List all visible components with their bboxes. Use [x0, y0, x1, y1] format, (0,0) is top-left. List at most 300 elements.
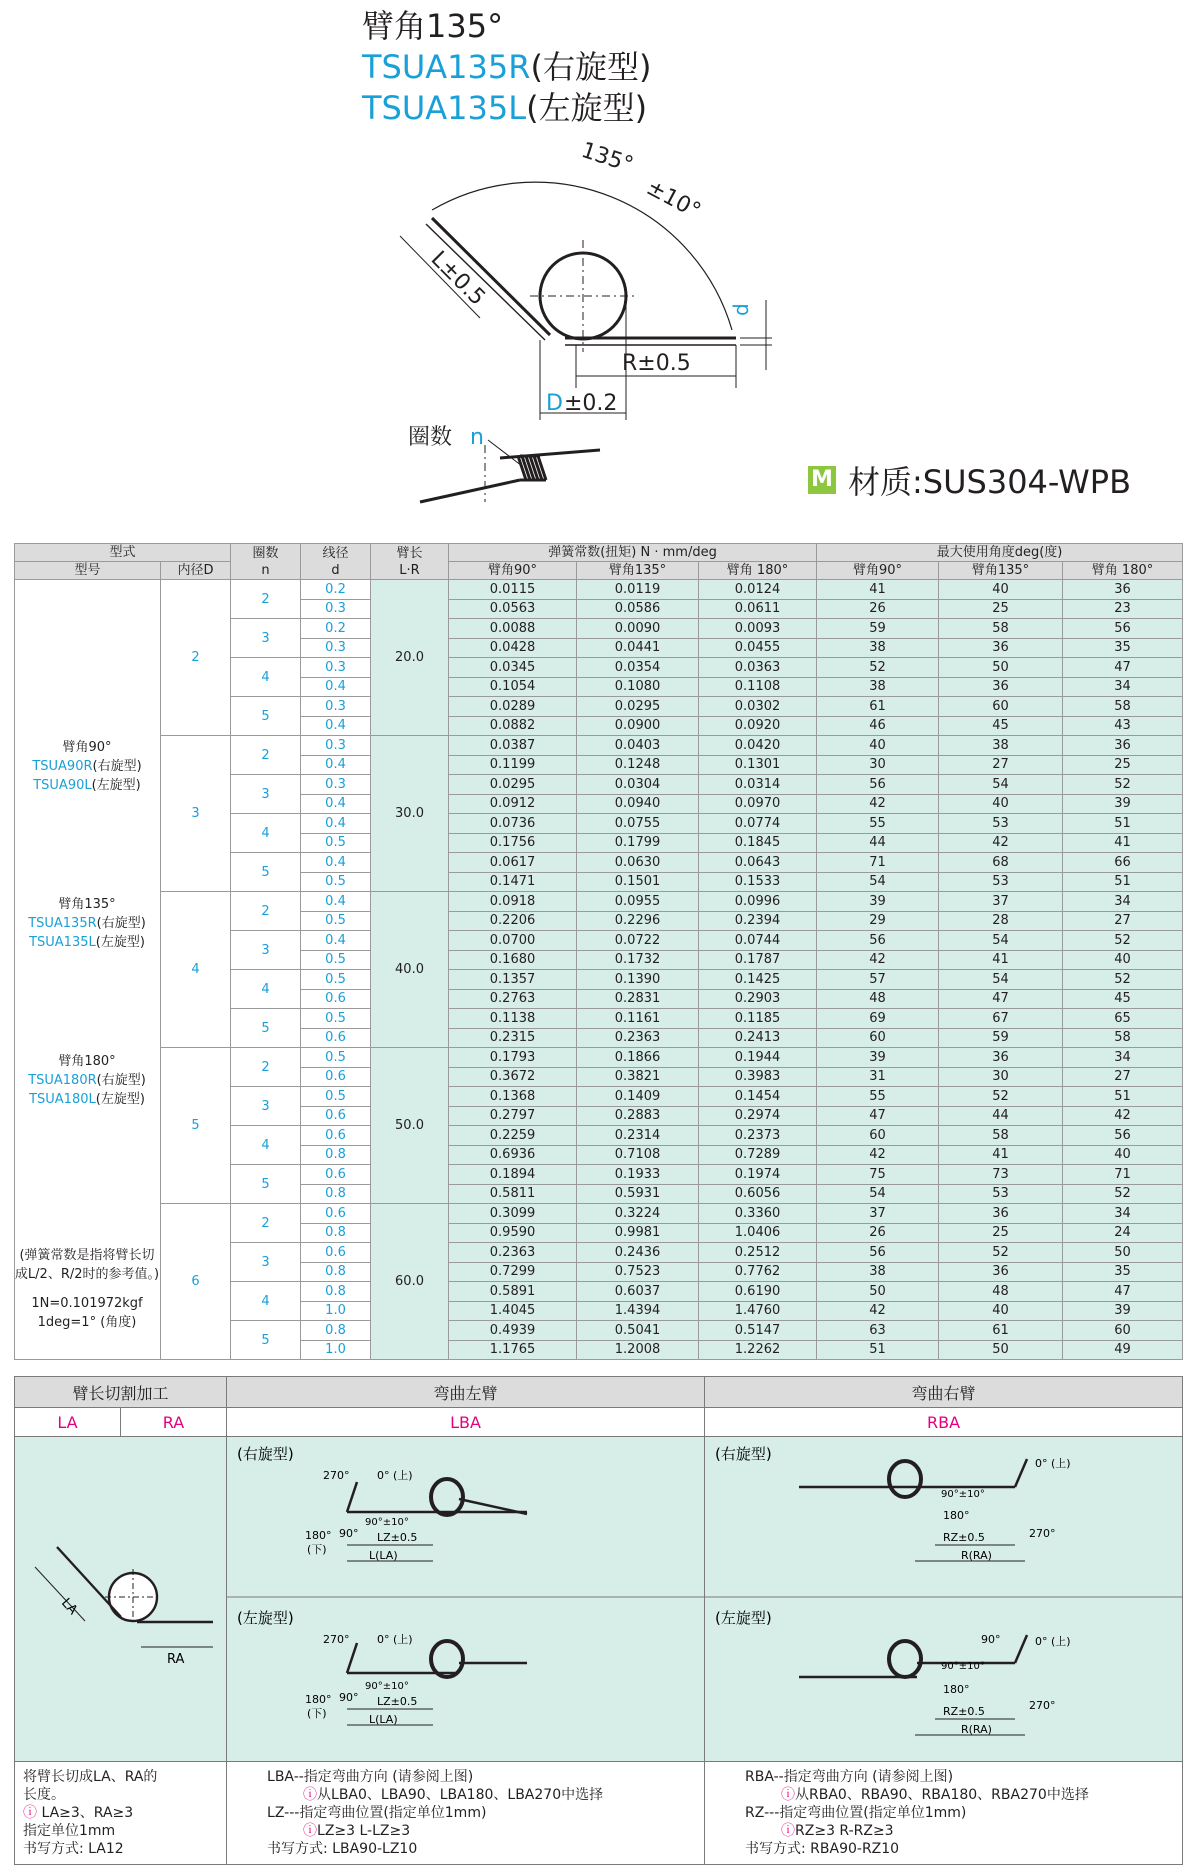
br1-bend	[1015, 1459, 1027, 1487]
bl1-270: 270°	[323, 1469, 350, 1482]
wire-diameter-cell: 0.5	[301, 1048, 371, 1068]
spring-constant-cell: 0.1454	[699, 1087, 817, 1107]
spring-constant-cell: 0.0387	[449, 736, 577, 756]
model-a135-l: TSUA135L	[29, 935, 96, 950]
turns-cell: 4	[231, 970, 301, 1009]
header-arm	[371, 544, 449, 580]
max-angle-cell: 53	[939, 1184, 1063, 1204]
cut-la-label: LA	[58, 1595, 81, 1618]
table-row	[15, 1048, 1183, 1068]
spring-constant-cell: 0.0088	[449, 619, 577, 639]
max-angle-cell: 36	[939, 1262, 1063, 1282]
model-block-135	[14, 895, 160, 952]
max-angle-cell: 34	[1063, 892, 1183, 912]
spring-constant-cell: 0.1501	[577, 872, 699, 892]
max-angle-cell: 61	[817, 697, 939, 717]
header-max-a90: 臂角90°	[817, 562, 939, 580]
spring-constant-cell: 0.1248	[577, 755, 699, 775]
arm-length-cell: 40.0	[371, 892, 449, 1048]
turns-cell: 4	[231, 1282, 301, 1321]
spring-constant-cell: 0.0093	[699, 619, 817, 639]
spring-constant-cell: 0.2512	[699, 1243, 817, 1263]
br2-90: 90°	[981, 1633, 1001, 1646]
header-arm-label: 臂长	[396, 545, 423, 561]
max-angle-cell: 52	[817, 658, 939, 678]
max-angle-cell: 31	[817, 1067, 939, 1087]
spring-constant-cell: 0.3224	[577, 1204, 699, 1224]
spring-constant-cell: 0.2373	[699, 1126, 817, 1146]
max-angle-cell: 34	[1063, 1048, 1183, 1068]
D-dimension-label: D	[546, 391, 563, 416]
max-angle-cell: 54	[817, 872, 939, 892]
angle-tolerance: ±10°	[642, 175, 705, 225]
max-angle-cell: 44	[939, 1106, 1063, 1126]
max-angle-cell: 52	[939, 1243, 1063, 1263]
spring-constant-cell: 0.2883	[577, 1106, 699, 1126]
spring-constant-cell: 0.1732	[577, 950, 699, 970]
cut-note-2: 长度。	[23, 1787, 65, 1803]
bend-left-left-type-figure	[305, 1632, 527, 1726]
spring-constant-cell: 0.6936	[449, 1145, 577, 1165]
spring-constant-cell: 0.0996	[699, 892, 817, 912]
br2-coil	[889, 1641, 921, 1677]
bl1-lz: LZ±0.5	[377, 1531, 418, 1544]
max-angle-cell: 41	[939, 1145, 1063, 1165]
max-angle-cell: 25	[939, 1223, 1063, 1243]
spring-constant-cell: 0.2363	[449, 1243, 577, 1263]
spring-constant-cell: 0.0736	[449, 814, 577, 834]
max-angle-cell: 40	[939, 1301, 1063, 1321]
wire-diameter-cell: 0.5	[301, 1009, 371, 1029]
note-line-4: 1deg=1° (角度)	[37, 1315, 137, 1330]
max-angle-cell: 42	[817, 1145, 939, 1165]
spring-constant-cell: 0.0363	[699, 658, 817, 678]
model-a90-title: 臂角90°	[62, 740, 112, 755]
spring-constant-cell: 0.3821	[577, 1067, 699, 1087]
spring-constant-cell: 0.1301	[699, 755, 817, 775]
max-angle-cell: 25	[1063, 755, 1183, 775]
spring-constant-cell: 0.1138	[449, 1009, 577, 1029]
header-max-a180: 臂角 180°	[1063, 562, 1183, 580]
max-angle-cell: 54	[939, 775, 1063, 795]
spring-constant-cell: 1.4760	[699, 1301, 817, 1321]
header-const-a135: 臂角135°	[577, 562, 699, 580]
spring-constant-cell: 0.2259	[449, 1126, 577, 1146]
br1-90tol: 90°±10°	[941, 1489, 985, 1500]
wire-diameter-cell: 0.6	[301, 1106, 371, 1126]
br1-180: 180°	[943, 1509, 970, 1522]
max-angle-cell: 38	[817, 638, 939, 658]
header-wire-symbol: d	[331, 562, 340, 578]
coil-leader	[488, 440, 522, 466]
spec-table-header	[15, 544, 1183, 580]
bl1-down: (下)	[307, 1543, 327, 1556]
spring-constant-cell: 0.1787	[699, 950, 817, 970]
wire-diameter-cell: 0.8	[301, 1282, 371, 1302]
spring-constant-cell: 0.2315	[449, 1028, 577, 1048]
code-rba: RBA	[705, 1408, 1183, 1437]
coil-side-view	[420, 450, 600, 502]
cut-note-1: 将臂长切成LA、RA的	[23, 1769, 158, 1785]
max-angle-cell: 40	[939, 794, 1063, 814]
bl2-180: 180°	[305, 1693, 332, 1706]
max-angle-cell: 23	[1063, 599, 1183, 619]
spring-constant-cell: 1.0406	[699, 1223, 817, 1243]
spring-constant-cell: 0.0920	[699, 716, 817, 736]
max-angle-cell: 35	[1063, 638, 1183, 658]
spring-constant-cell: 0.1845	[699, 833, 817, 853]
processing-table	[14, 1376, 1183, 1865]
max-angle-cell: 51	[817, 1340, 939, 1360]
d-dimension-label: d	[729, 303, 753, 316]
max-angle-cell: 49	[1063, 1340, 1183, 1360]
wire-diameter-cell: 0.8	[301, 1223, 371, 1243]
spring-constant-cell: 0.1409	[577, 1087, 699, 1107]
br2-bend	[1015, 1635, 1027, 1663]
material-badge: M	[808, 466, 836, 494]
max-angle-cell: 36	[1063, 736, 1183, 756]
spring-constant-cell: 0.6190	[699, 1282, 817, 1302]
br2-0: 0° (上)	[1035, 1635, 1071, 1648]
spring-constant-cell: 0.0617	[449, 853, 577, 873]
max-angle-cell: 58	[1063, 697, 1183, 717]
max-angle-cell: 36	[939, 1204, 1063, 1224]
spring-constant-cell: 1.4394	[577, 1301, 699, 1321]
left-note-5: 书写方式: LBA90-LZ10	[267, 1841, 418, 1857]
note-line-1: (弹簧常数是指将臂长切	[19, 1248, 155, 1263]
max-angle-cell: 40	[1063, 1145, 1183, 1165]
spring-constant-cell: 0.7289	[699, 1145, 817, 1165]
max-angle-cell: 67	[939, 1009, 1063, 1029]
turns-cell: 4	[231, 1126, 301, 1165]
max-angle-cell: 38	[817, 1262, 939, 1282]
header-const-a90: 臂角90°	[449, 562, 577, 580]
header-bend-right: 弯曲右臂	[705, 1377, 1183, 1408]
arm-length-cell: 50.0	[371, 1048, 449, 1204]
header-turns	[231, 544, 301, 580]
max-angle-cell: 37	[939, 892, 1063, 912]
left-note-2: 从LBA0、LBA90、LBA180、LBA270中选择	[317, 1787, 604, 1803]
inner-diameter-cell: 4	[161, 892, 231, 1048]
max-angle-cell: 39	[1063, 794, 1183, 814]
wire-diameter-cell: 1.0	[301, 1301, 371, 1321]
cut-figure	[15, 1437, 227, 1757]
max-angle-cell: 56	[1063, 619, 1183, 639]
turns-cell: 3	[231, 775, 301, 814]
spring-constant-cell: 0.0630	[577, 853, 699, 873]
max-angle-cell: 55	[817, 814, 939, 834]
max-angle-cell: 60	[817, 1028, 939, 1048]
max-angle-cell: 40	[817, 736, 939, 756]
code-lba: LBA	[227, 1408, 705, 1437]
cut-note-4: 指定单位1mm	[23, 1823, 116, 1839]
max-angle-cell: 38	[817, 677, 939, 697]
spring-constant-cell: 0.0428	[449, 638, 577, 658]
header-arm-symbol: L·R	[399, 562, 420, 578]
spring-constant-cell: 0.1199	[449, 755, 577, 775]
max-angle-cell: 41	[1063, 833, 1183, 853]
spring-constant-cell: 0.0912	[449, 794, 577, 814]
material-text: 材质:SUS304-WPB	[848, 463, 1132, 501]
wire-diameter-cell: 0.8	[301, 1184, 371, 1204]
wire-diameter-cell: 0.5	[301, 970, 371, 990]
br2-rz: RZ±0.5	[943, 1705, 985, 1718]
max-angle-cell: 54	[939, 931, 1063, 951]
max-angle-cell: 28	[939, 911, 1063, 931]
max-angle-cell: 71	[817, 853, 939, 873]
header-turns-label: 圈数	[252, 545, 279, 561]
max-angle-cell: 47	[939, 989, 1063, 1009]
max-angle-cell: 41	[939, 950, 1063, 970]
max-angle-cell: 50	[817, 1282, 939, 1302]
turns-cell: 3	[231, 1243, 301, 1282]
max-angle-cell: 54	[939, 970, 1063, 990]
spring-constant-cell: 0.1756	[449, 833, 577, 853]
max-angle-cell: 56	[817, 1243, 939, 1263]
right-note-5: 书写方式: RBA90-RZ10	[745, 1841, 900, 1857]
title-arm-angle: 臂角135°	[362, 7, 504, 45]
spring-constant-cell: 0.2436	[577, 1243, 699, 1263]
spring-constant-cell: 0.3983	[699, 1067, 817, 1087]
turns-cell: 2	[231, 736, 301, 775]
turns-cell: 3	[231, 619, 301, 658]
model-a135-l-suffix: (左旋型)	[95, 935, 145, 950]
spring-constant-cell: 0.0304	[577, 775, 699, 795]
title-block	[362, 6, 651, 129]
spring-constant-cell: 0.1799	[577, 833, 699, 853]
br1-coil	[889, 1461, 921, 1497]
cut-note	[15, 1762, 227, 1865]
header-bend-left: 弯曲左臂	[227, 1377, 705, 1408]
wire-diameter-cell: 0.4	[301, 853, 371, 873]
spring-constant-cell: 0.2974	[699, 1106, 817, 1126]
wire-diameter-cell: 0.4	[301, 814, 371, 834]
max-angle-cell: 39	[817, 1048, 939, 1068]
model-a135-title: 臂角135°	[58, 897, 116, 912]
cut-note-3: LA≥3、RA≥3	[41, 1805, 134, 1821]
bend-right-note	[705, 1762, 1183, 1865]
max-angle-cell: 73	[939, 1165, 1063, 1185]
spring-constant-cell: 0.0420	[699, 736, 817, 756]
wire-diameter-cell: 0.4	[301, 892, 371, 912]
max-angle-cell: 41	[817, 580, 939, 600]
max-angle-cell: 58	[1063, 1028, 1183, 1048]
model-code-right: TSUA135R	[362, 48, 531, 86]
spring-constant-cell: 0.7108	[577, 1145, 699, 1165]
spring-constant-cell: 0.5147	[699, 1321, 817, 1341]
model-block-90	[14, 738, 160, 795]
left-note-1: LBA--指定弯曲方向 (请参阅上图)	[267, 1769, 474, 1785]
spring-constant-cell: 0.6037	[577, 1282, 699, 1302]
model-a180-title: 臂角180°	[58, 1054, 116, 1069]
max-angle-cell: 60	[817, 1126, 939, 1146]
spring-constant-cell: 0.2797	[449, 1106, 577, 1126]
spring-constant-cell: 0.0441	[577, 638, 699, 658]
model-a180-l: TSUA180L	[29, 1092, 96, 1107]
left-note-4: LZ≥3 L-LZ≥3	[317, 1823, 411, 1839]
spring-constant-cell: 0.7762	[699, 1262, 817, 1282]
spring-constant-cell: 0.0119	[577, 580, 699, 600]
wire-diameter-cell: 0.8	[301, 1321, 371, 1341]
arm-length-cell: 60.0	[371, 1204, 449, 1360]
model-suffix-right: (右旋型)	[530, 48, 652, 86]
r-dimension-label: R±0.5	[622, 351, 691, 376]
spring-constant-cell: 0.7299	[449, 1262, 577, 1282]
right-note-3: RZ---指定弯曲位置(指定单位1mm)	[745, 1805, 967, 1821]
spring-constant-cell: 0.1866	[577, 1048, 699, 1068]
wire-diameter-cell: 0.6	[301, 989, 371, 1009]
spring-constant-cell: 0.0918	[449, 892, 577, 912]
max-angle-cell: 42	[817, 794, 939, 814]
spring-constant-note	[14, 1246, 160, 1332]
bend-left-right-type: (右旋型)	[237, 1445, 294, 1463]
max-angle-cell: 36	[1063, 580, 1183, 600]
model-block-180	[14, 1052, 160, 1109]
wire-diameter-cell: 0.6	[301, 1243, 371, 1263]
max-angle-cell: 29	[817, 911, 939, 931]
bl2-down: (下)	[307, 1707, 327, 1720]
turns-cell: 5	[231, 1321, 301, 1360]
max-angle-cell: 56	[817, 931, 939, 951]
l-dimension-label: L±0.5	[425, 246, 490, 311]
inner-diameter-cell: 3	[161, 736, 231, 892]
table-row	[15, 1204, 1183, 1224]
spring-constant-cell: 0.0289	[449, 697, 577, 717]
spring-constant-cell: 0.5811	[449, 1184, 577, 1204]
bend-right-left-type-figure	[799, 1633, 1071, 1736]
spring-constant-cell: 0.1108	[699, 677, 817, 697]
br1-0: 0° (上)	[1035, 1457, 1071, 1470]
bend-right-figures	[705, 1437, 1183, 1762]
bend-right-right-type: (右旋型)	[715, 1445, 772, 1463]
spring-constant-cell: 0.1680	[449, 950, 577, 970]
spring-constant-cell: 0.0302	[699, 697, 817, 717]
max-angle-cell: 58	[939, 1126, 1063, 1146]
wire-diameter-cell: 0.3	[301, 638, 371, 658]
wire-diameter-cell: 1.0	[301, 1340, 371, 1360]
wire-diameter-cell: 0.6	[301, 1165, 371, 1185]
model-a180-l-suffix: (左旋型)	[95, 1092, 145, 1107]
spring-constant-cell: 0.2363	[577, 1028, 699, 1048]
max-angle-cell: 40	[1063, 950, 1183, 970]
spring-constant-cell: 0.2831	[577, 989, 699, 1009]
header-turns-symbol: n	[261, 562, 270, 578]
spring-constant-cell: 1.4045	[449, 1301, 577, 1321]
right-note-1: RBA--指定弯曲方向 (请参阅上图)	[745, 1769, 954, 1785]
spring-constant-cell: 0.1944	[699, 1048, 817, 1068]
turns-cell: 5	[231, 1165, 301, 1204]
spring-constant-cell: 0.0700	[449, 931, 577, 951]
bend-left-note	[227, 1762, 705, 1865]
wire-diameter-cell: 0.4	[301, 794, 371, 814]
spring-constant-cell: 0.2314	[577, 1126, 699, 1146]
max-angle-cell: 24	[1063, 1223, 1183, 1243]
wire-diameter-cell: 0.5	[301, 950, 371, 970]
max-angle-cell: 54	[817, 1184, 939, 1204]
turns-cell: 2	[231, 1204, 301, 1243]
model-suffix-left: (左旋型)	[526, 89, 648, 127]
wire-diameter-cell: 0.6	[301, 1067, 371, 1087]
turns-cell: 3	[231, 1087, 301, 1126]
wire-diameter-cell: 0.5	[301, 833, 371, 853]
bl1-180: 180°	[305, 1529, 332, 1542]
bend-left-figures	[227, 1437, 705, 1762]
spring-constant-cell: 0.1054	[449, 677, 577, 697]
max-angle-cell: 26	[817, 1223, 939, 1243]
spring-constant-cell: 0.0882	[449, 716, 577, 736]
caution-icon: ⓘ	[781, 1823, 796, 1839]
spring-constant-cell: 0.1161	[577, 1009, 699, 1029]
max-angle-cell: 58	[939, 619, 1063, 639]
header-spring-constant: 弹簧常数(扭矩) N · mm/deg	[449, 544, 817, 562]
spring-constant-cell: 0.2394	[699, 911, 817, 931]
spring-constant-cell: 0.1390	[577, 970, 699, 990]
max-angle-cell: 38	[939, 736, 1063, 756]
bl1-90tol: 90°±10°	[365, 1517, 409, 1528]
wire-diameter-cell: 0.5	[301, 911, 371, 931]
wire-diameter-cell: 0.2	[301, 580, 371, 600]
caution-icon: ⓘ	[303, 1787, 318, 1803]
wire-diameter-cell: 0.6	[301, 1126, 371, 1146]
max-angle-cell: 47	[1063, 658, 1183, 678]
wire-diameter-cell: 0.4	[301, 931, 371, 951]
cut-la-dim	[35, 1567, 85, 1621]
turns-cell: 5	[231, 1009, 301, 1048]
spring-constant-cell: 0.5931	[577, 1184, 699, 1204]
spring-constant-cell: 0.2296	[577, 911, 699, 931]
code-ra: RA	[121, 1408, 227, 1437]
max-angle-cell: 60	[1063, 1321, 1183, 1341]
spring-constant-cell: 0.0295	[449, 775, 577, 795]
bl2-coil	[431, 1641, 463, 1677]
spring-constant-cell: 0.1185	[699, 1009, 817, 1029]
bl1-coil	[431, 1479, 463, 1515]
spring-constant-cell: 0.6056	[699, 1184, 817, 1204]
max-angle-cell: 37	[817, 1204, 939, 1224]
wire-diameter-cell: 0.3	[301, 736, 371, 756]
bl1-lla: L(LA)	[369, 1549, 398, 1562]
max-angle-cell: 46	[817, 716, 939, 736]
max-angle-cell: 47	[1063, 1282, 1183, 1302]
max-angle-cell: 39	[817, 892, 939, 912]
header-model: 型号	[15, 562, 161, 580]
max-angle-cell: 51	[1063, 872, 1183, 892]
model-column	[14, 584, 160, 1364]
bl1-0: 0° (上)	[377, 1469, 413, 1482]
table-row	[15, 892, 1183, 912]
spring-constant-cell: 0.1080	[577, 677, 699, 697]
spring-constant-cell: 1.2008	[577, 1340, 699, 1360]
max-angle-cell: 55	[817, 1087, 939, 1107]
max-angle-cell: 30	[817, 755, 939, 775]
max-angle-cell: 56	[817, 775, 939, 795]
cut-note-5: 书写方式: LA12	[23, 1841, 124, 1857]
spring-constant-cell: 0.0124	[699, 580, 817, 600]
wire-diameter-cell: 0.3	[301, 658, 371, 678]
max-angle-cell: 30	[939, 1067, 1063, 1087]
wire-diameter-cell: 0.3	[301, 599, 371, 619]
wire-diameter-cell: 0.5	[301, 1087, 371, 1107]
max-angle-cell: 50	[1063, 1243, 1183, 1263]
model-a90-l-suffix: (左旋型)	[91, 778, 141, 793]
max-angle-cell: 42	[817, 950, 939, 970]
max-angle-cell: 45	[1063, 989, 1183, 1009]
caution-icon: ⓘ	[23, 1805, 37, 1821]
wire-diameter-cell: 0.4	[301, 677, 371, 697]
wire-diameter-cell: 0.3	[301, 775, 371, 795]
spring-constant-cell: 0.1894	[449, 1165, 577, 1185]
max-angle-cell: 52	[939, 1087, 1063, 1107]
